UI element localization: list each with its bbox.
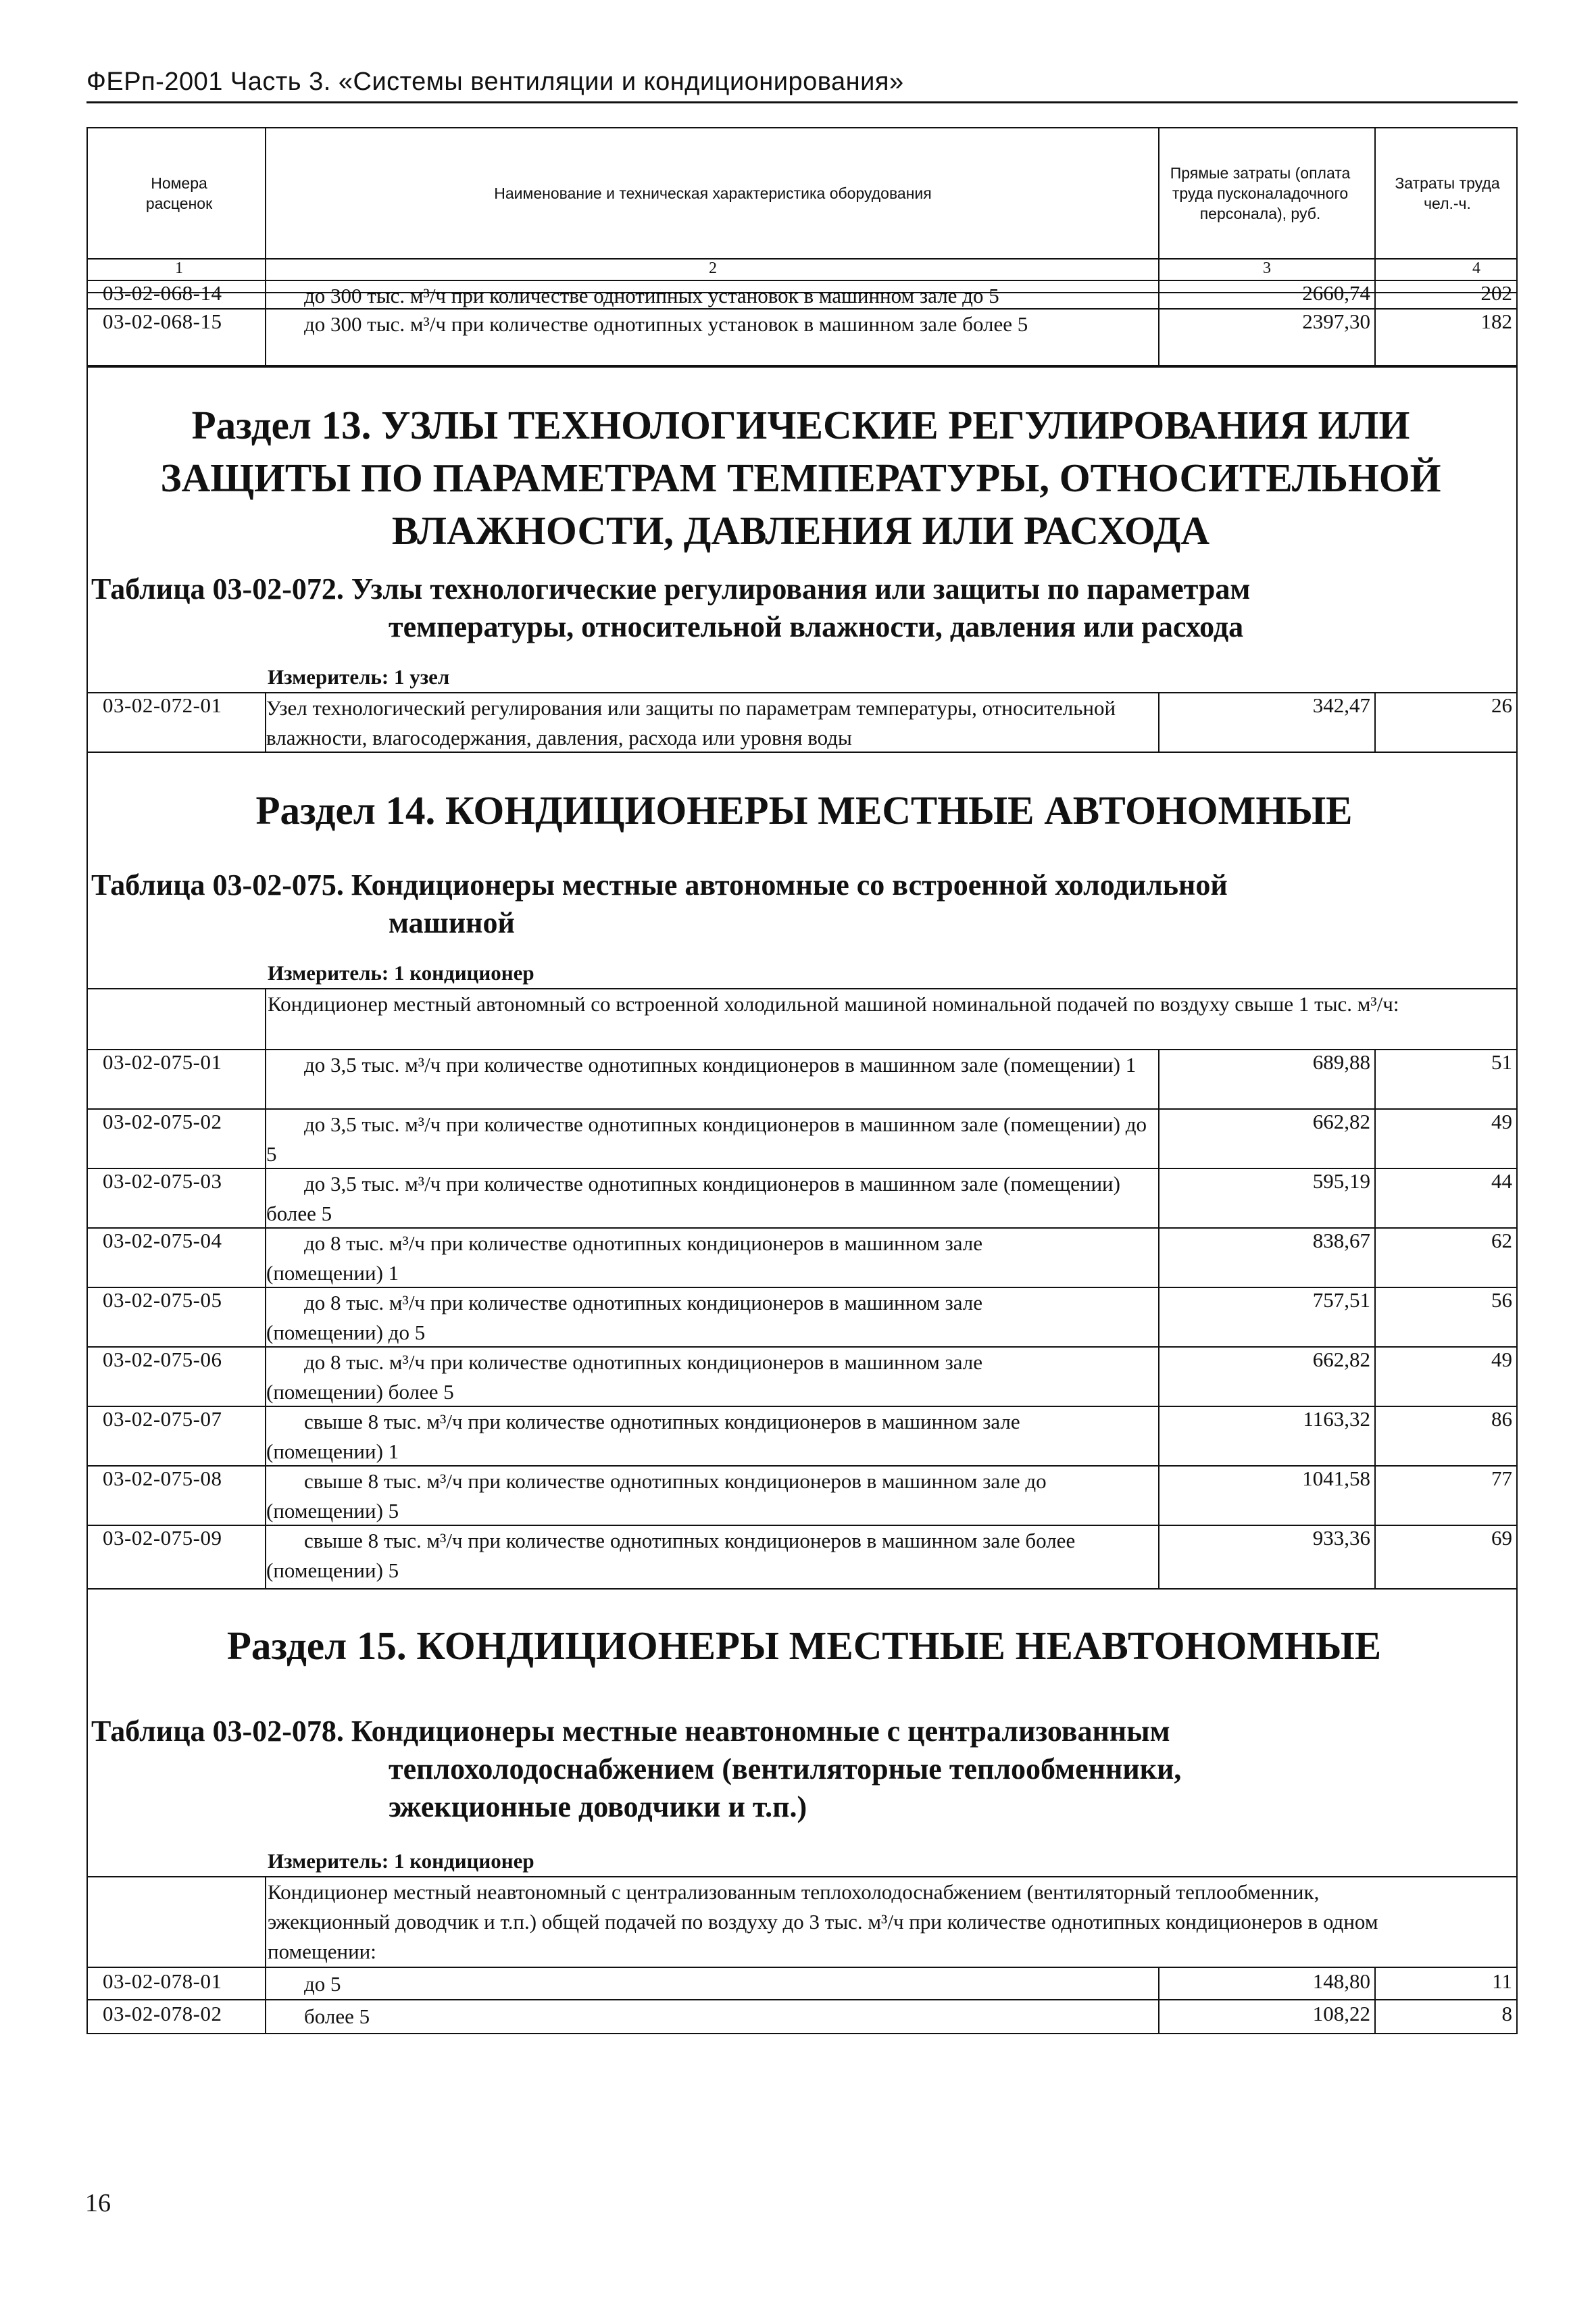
rate-description: свыше 8 тыс. м³/ч при количестве однотипных кондиционеров в машинном зале (помещении) 1 (266, 1410, 1020, 1463)
rate-cost: 662,82 (1312, 1110, 1370, 1133)
table-078-title (91, 1713, 1510, 1826)
rate-labor: 202 (1480, 281, 1512, 305)
rate-code: 03-02-078-01 (103, 1969, 222, 1993)
column-number-1: 1 (175, 260, 183, 277)
rate-labor: 44 (1491, 1169, 1512, 1193)
rate-cost: 2660,74 (1302, 281, 1370, 305)
rate-cost: 689,88 (1312, 1050, 1370, 1074)
rate-description: до 300 тыс. м³/ч при количестве однотипных установок в машинном зале до 5 (304, 284, 999, 307)
rate-labor: 56 (1491, 1288, 1512, 1312)
rate-description: до 300 тыс. м³/ч при количестве однотипных установок в машинном зале более 5 (304, 312, 1028, 336)
table-title-line: температуры, относительной влажности, давления или расхода (389, 610, 1244, 643)
column-number-2: 2 (709, 260, 717, 277)
column-header-name: Наименование и техническая характеристика оборудования (494, 184, 932, 202)
rate-code: 03-02-078-02 (103, 2002, 222, 2025)
rate-description: до 5 (304, 1972, 341, 1996)
rate-code: 03-02-072-01 (103, 693, 222, 717)
table-title-line: Таблица 03-02-075. Кондиционеры местные автономные со встроенной холодильной (91, 868, 1228, 902)
rate-labor: 8 (1501, 2002, 1512, 2025)
rate-code: 03-02-075-09 (103, 1526, 222, 1550)
rate-labor: 49 (1491, 1110, 1512, 1133)
rate-labor: 49 (1491, 1348, 1512, 1371)
rate-code: 03-02-075-02 (103, 1110, 222, 1133)
rate-cost: 148,80 (1312, 1969, 1370, 1993)
rate-cost: 1163,32 (1303, 1407, 1370, 1431)
running-header: ФЕРп-2001 Часть 3. «Системы вентиляции и кондиционирования» (86, 68, 904, 96)
rate-cost: 1041,58 (1302, 1467, 1370, 1490)
rate-code: 03-02-075-01 (103, 1050, 222, 1074)
header-rule (86, 101, 1518, 103)
rate-description: Узел технологический регулирования или защиты по параметрам температуры, относительной влажности, влагосодержания, давления, расхода или уровня воды (266, 696, 1116, 749)
rate-description: до 3,5 тыс. м³/ч при количестве однотипных кондиционеров в машинном зале (помещении) более 5 (266, 1172, 1120, 1225)
rate-description: более 5 (304, 2004, 370, 2028)
rate-labor: 86 (1491, 1407, 1512, 1431)
rate-cost: 2397,30 (1302, 310, 1370, 333)
rate-cost: 757,51 (1312, 1288, 1370, 1312)
rate-code: 03-02-075-06 (103, 1348, 222, 1371)
table-intro-text: Кондиционер местный неавтономный с централизованным теплохолодоснабжением (вентиляторный теплообменник, эжекционный доводчик и т.п.) общей подачей по воздуху до 3 тыс. м³/ч при количестве однотипных кондиционеров в одном помещении: (268, 1880, 1378, 1963)
page-number: 16 (85, 2189, 111, 2217)
rate-description: до 8 тыс. м³/ч при количестве однотипных кондиционеров в машинном зале (помещении) более 5 (266, 1350, 983, 1404)
rate-description: свыше 8 тыс. м³/ч при количестве однотипных кондиционеров в машинном зале до (помещении) 5 (266, 1469, 1047, 1523)
rate-code: 03-02-075-07 (103, 1407, 222, 1431)
section-13-title: Раздел 13. УЗЛЫ ТЕХНОЛОГИЧЕСКИЕ РЕГУЛИРОВАНИЯ ИЛИ ЗАЩИТЫ ПО ПАРАМЕТРАМ ТЕМПЕРАТУРЫ, ОТНОСИТЕЛЬНОЙ ВЛАЖНОСТИ, ДАВЛЕНИЯ ИЛИ РАСХОДА (160, 403, 1441, 553)
table-intro-text: Кондиционер местный автономный со встроенной холодильной машиной номинальной подачей по воздуху свыше 1 тыс. м³/ч: (268, 992, 1399, 1016)
table-title-line: Таблица 03-02-072. Узлы технологические регулирования или защиты по параметрам (91, 572, 1251, 606)
rate-cost: 342,47 (1312, 693, 1370, 717)
column-header-codes: Номера расценок (145, 174, 213, 212)
rate-code: 03-02-068-15 (103, 310, 222, 333)
section-15-title: Раздел 15. КОНДИЦИОНЕРЫ МЕСТНЫЕ НЕАВТОНОМНЫЕ (226, 1623, 1382, 1668)
measure-unit: Измеритель: 1 кондиционер (268, 1849, 534, 1873)
table-title-line: теплохолодоснабжением (вентиляторные теплообменники, (389, 1752, 1182, 1786)
rate-code: 03-02-075-04 (103, 1229, 222, 1252)
rate-labor: 11 (1492, 1969, 1512, 1993)
rate-code: 03-02-075-03 (103, 1169, 222, 1193)
rate-cost: 108,22 (1312, 2002, 1370, 2025)
table-title-line: Таблица 03-02-078. Кондиционеры местные неавтономные с централизованным (91, 1715, 1170, 1748)
rate-description: до 3,5 тыс. м³/ч при количестве однотипных кондиционеров в машинном зале (помещении) 1 (304, 1053, 1137, 1077)
rate-cost: 595,19 (1312, 1169, 1370, 1193)
rate-labor: 182 (1480, 310, 1512, 333)
rate-description: свыше 8 тыс. м³/ч при количестве однотипных кондиционеров в машинном зале более (помещении) 5 (266, 1529, 1076, 1582)
rate-cost: 662,82 (1312, 1348, 1370, 1371)
rate-code: 03-02-068-14 (103, 281, 222, 305)
table-072-title (91, 570, 1510, 646)
rate-labor: 69 (1491, 1526, 1512, 1550)
table-075-title (91, 866, 1510, 942)
rate-cost: 933,36 (1312, 1526, 1370, 1550)
rate-code: 03-02-075-08 (103, 1467, 222, 1490)
rate-labor: 62 (1491, 1229, 1512, 1252)
table-title-line: машиной (389, 906, 515, 939)
table-title-line: эжекционные доводчики и т.п.) (389, 1790, 807, 1823)
rate-code: 03-02-075-05 (103, 1288, 222, 1312)
section-14-title: Раздел 14. КОНДИЦИОНЕРЫ МЕСТНЫЕ АВТОНОМНЫЕ (255, 788, 1353, 833)
rate-description: до 3,5 тыс. м³/ч при количестве однотипных кондиционеров в машинном зале (помещении) до 5 (266, 1112, 1147, 1166)
rate-labor: 77 (1491, 1467, 1512, 1490)
rate-description: до 8 тыс. м³/ч при количестве однотипных кондиционеров в машинном зале (помещении) 1 (266, 1231, 983, 1285)
column-header-labor: Затраты труда чел.-ч. (1395, 174, 1500, 212)
measure-unit: Измеритель: 1 узел (268, 665, 450, 689)
column-number-3: 3 (1263, 260, 1271, 277)
column-header-cost: Прямые затраты (оплата труда пусконаладочного персонала), руб. (1170, 164, 1351, 222)
measure-unit: Измеритель: 1 кондиционер (268, 961, 534, 985)
column-number-4: 4 (1472, 260, 1480, 277)
rate-description: до 8 тыс. м³/ч при количестве однотипных кондиционеров в машинном зале (помещении) до 5 (266, 1291, 983, 1344)
rate-labor: 26 (1491, 693, 1512, 717)
rate-labor: 51 (1491, 1050, 1512, 1074)
rate-cost: 838,67 (1312, 1229, 1370, 1252)
